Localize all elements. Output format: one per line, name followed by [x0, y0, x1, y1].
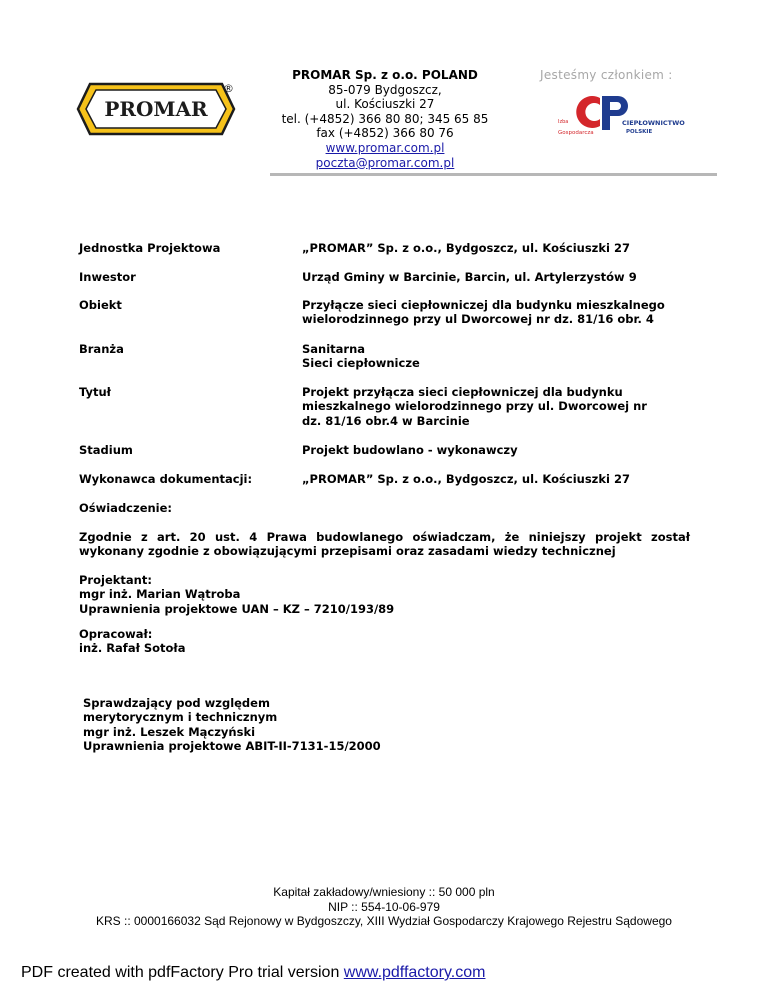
declaration-heading: Oświadczenie: [79, 501, 173, 515]
row-key: Stadium [79, 443, 133, 457]
polskie-text: POLSKIE [626, 129, 653, 135]
checker-line-1: Sprawdzający pod względem [83, 696, 270, 710]
cieplownictwo-text: CIEPŁOWNICTWO [622, 119, 685, 127]
phone: tel. (+4852) 366 80 80; 345 65 85 [281, 111, 489, 126]
row-value: dz. 81/16 obr.4 w Barcinie [302, 413, 470, 428]
footer-nip: NIP :: 554-10-06-979 [328, 899, 440, 914]
fax: fax (+4852) 366 80 76 [316, 126, 454, 141]
footer [0, 885, 768, 929]
row-key: Branża [79, 342, 124, 356]
designer-license: Uprawnienia projektowe UAN – KZ – 7210/193/89 [79, 601, 395, 616]
address-line-1: 85-079 Bydgoszcz, [328, 82, 442, 97]
email-link[interactable]: poczta@promar.com.pl [315, 155, 455, 170]
footer-capital: Kapitał zakładowy/wniesiony :: 50 000 pln [273, 885, 495, 899]
row-value: Projekt przyłącza sieci ciepłowniczej dla budynku [302, 385, 623, 399]
row-value: „PROMAR” Sp. z o.o., Bydgoszcz, ul. Kościuszki 27 [302, 472, 630, 486]
designer-name: mgr inż. Marian Wątroba [79, 587, 241, 602]
gospodarcza-text: Gospodarcza [558, 130, 594, 136]
row-value: mieszkalnego wielorodzinnego przy ul. Dworcowej nr [302, 399, 647, 414]
promar-logo [76, 80, 236, 138]
company-name: PROMAR Sp. z o.o. POLAND [292, 68, 478, 82]
company-info [270, 68, 500, 170]
address-line-2: ul. Kościuszki 27 [335, 97, 435, 112]
pdf-banner [21, 964, 485, 982]
prepared-label: Opracował: [79, 627, 153, 641]
row-value: Przyłącze sieci ciepłowniczej dla budynku mieszkalnego [302, 298, 665, 312]
checker-line-2: merytorycznym i technicznym [83, 710, 278, 725]
row-key: Obiekt [79, 298, 122, 312]
row-value: Projekt budowlano - wykonawczy [302, 443, 518, 457]
logo-text: PROMAR [104, 97, 208, 121]
pdf-banner-text: PDF created with pdfFactory Pro trial version [21, 964, 344, 981]
designer-label: Projektant: [79, 573, 152, 587]
row-key: Inwestor [79, 270, 136, 284]
row-value: Sanitarna [302, 342, 366, 356]
prepared-block [79, 627, 185, 656]
pdffactory-link[interactable]: www.pdffactory.com [343, 964, 486, 981]
checker-block [83, 696, 381, 754]
row-value: Sieci ciepłownicze [302, 356, 420, 371]
row-key: Wykonawca dokumentacji: [79, 472, 253, 486]
designer-block [79, 573, 394, 616]
izba-text: Izba [558, 119, 569, 125]
declaration-body: Zgodnie z art. 20 ust. 4 Prawa budowlanego oświadczam, że niniejszy projekt został wykonany zgodnie z obowiązującymi przepisami oraz zasadami wiedzy technicznej [79, 530, 690, 559]
izba-cieplownictwo-logo [556, 92, 702, 138]
row-key: Tytuł [79, 385, 111, 399]
row-value: „PROMAR” Sp. z o.o., Bydgoszcz, ul. Kościuszki 27 [302, 241, 630, 255]
row-value: wielorodzinnego przy ul Dworcowej nr dz. 81/16 obr. 4 [302, 312, 654, 327]
member-label: Jesteśmy członkiem : [540, 68, 673, 82]
registered-mark: ® [223, 82, 234, 95]
website-link[interactable]: www.promar.com.pl [325, 140, 445, 155]
prepared-name: inż. Rafał Sotoła [79, 641, 186, 656]
row-value: Urząd Gminy w Barcinie, Barcin, ul. Artylerzystów 9 [302, 270, 637, 284]
checker-license: Uprawnienia projektowe ABIT-II-7131-15/2000 [83, 739, 381, 754]
header-divider [270, 173, 717, 176]
row-key: Jednostka Projektowa [79, 241, 221, 255]
checker-name: mgr inż. Leszek Mączyński [83, 724, 256, 739]
footer-krs: KRS :: 0000166032 Sąd Rejonowy w Bydgoszczy, XIII Wydział Gospodarczy Krajowego Rejestru Sądowego [96, 914, 672, 929]
